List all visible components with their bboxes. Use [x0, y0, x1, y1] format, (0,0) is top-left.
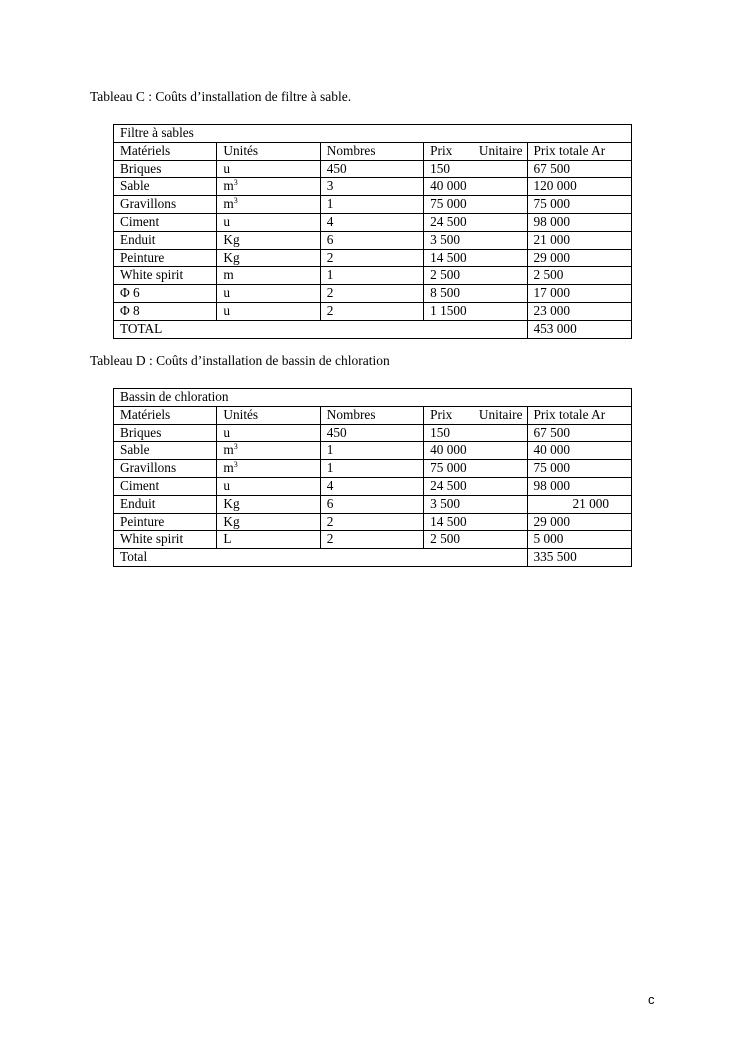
cell-unite	[217, 495, 320, 513]
cell-unite	[217, 531, 320, 549]
table-header-row	[114, 142, 632, 160]
table-total-row	[114, 320, 632, 338]
table-row	[114, 442, 632, 460]
cell-prix-unitaire: 2 500	[424, 267, 527, 285]
header-materiels: Matériels	[114, 142, 217, 160]
cell-prix-totale: 40 000	[527, 442, 632, 460]
cell-prix-totale: 23 000	[527, 302, 632, 320]
cell-prix-unitaire: 2 500	[424, 531, 527, 549]
cell-prix-totale: 17 000	[527, 285, 632, 303]
cell-prix-unitaire: 24 500	[424, 213, 527, 231]
cell-prix-totale: 29 000	[527, 249, 632, 267]
cell-nombre: 1	[320, 442, 423, 460]
tableau-d-caption: Tableau D : Coûts d’installation de bassin de chloration	[90, 353, 390, 368]
cell-unite	[217, 513, 320, 531]
header-materiels: Matériels	[114, 406, 217, 424]
table-header-row	[114, 406, 632, 424]
table-row	[114, 249, 632, 267]
cell-unite	[217, 302, 320, 320]
cell-materiel: Enduit	[114, 495, 217, 513]
cell-prix-unitaire: 40 000	[424, 178, 527, 196]
cell-nombre: 450	[320, 424, 423, 442]
unit-exponent: 3	[233, 178, 238, 188]
table-row	[114, 231, 632, 249]
cell-prix-unitaire: 150	[424, 160, 527, 178]
header-nombres: Nombres	[320, 142, 423, 160]
cell-materiel: Sable	[114, 178, 217, 196]
unit-text: m	[223, 442, 234, 458]
header-prix-unitaire	[424, 142, 527, 160]
cell-prix-unitaire: 24 500	[424, 477, 527, 495]
cell-nombre: 6	[320, 495, 423, 513]
cell-unite	[217, 231, 320, 249]
unit-text: u	[223, 213, 231, 229]
unit-text: u	[223, 285, 231, 301]
table-row	[114, 302, 632, 320]
unit-exponent: 3	[233, 196, 238, 206]
cell-nombre: 3	[320, 178, 423, 196]
cell-nombre: 2	[320, 302, 423, 320]
total-label: TOTAL	[114, 320, 528, 338]
cell-prix-unitaire: 3 500	[424, 231, 527, 249]
cell-nombre: 2	[320, 249, 423, 267]
unit-exponent: 3	[233, 442, 238, 452]
table-row	[114, 460, 632, 478]
table-title: Bassin de chloration	[114, 389, 632, 407]
cell-prix-unitaire: 75 000	[424, 196, 527, 214]
tableau-c-table	[113, 124, 632, 339]
table-row	[114, 160, 632, 178]
header-unitaire-word: Unitaire	[478, 142, 523, 158]
cell-nombre: 1	[320, 196, 423, 214]
unit-text: L	[223, 531, 232, 547]
unit-text: u	[223, 302, 231, 318]
cell-prix-totale: 120 000	[527, 178, 632, 196]
cell-prix-unitaire: 14 500	[424, 513, 527, 531]
table-title: Filtre à sables	[114, 125, 632, 143]
cell-prix-unitaire: 1 1500	[424, 302, 527, 320]
cell-prix-totale: 29 000	[527, 513, 632, 531]
cell-prix-unitaire: 8 500	[424, 285, 527, 303]
cell-unite	[217, 424, 320, 442]
cell-prix-totale: 67 500	[527, 160, 632, 178]
cell-materiel: Ciment	[114, 213, 217, 231]
cell-materiel: Briques	[114, 160, 217, 178]
cell-unite	[217, 267, 320, 285]
tableau-d-table	[113, 388, 632, 567]
unit-text: Kg	[223, 495, 240, 511]
cell-unite	[217, 285, 320, 303]
cell-materiel: Enduit	[114, 231, 217, 249]
unit-text: u	[223, 477, 231, 493]
table-row	[114, 267, 632, 285]
cell-unite	[217, 213, 320, 231]
cell-nombre: 4	[320, 213, 423, 231]
cell-unite	[217, 178, 320, 196]
cell-materiel: Φ 6	[114, 285, 217, 303]
cell-prix-totale: 75 000	[527, 196, 632, 214]
total-value: 335 500	[527, 549, 632, 567]
cell-materiel: Briques	[114, 424, 217, 442]
cell-prix-unitaire: 3 500	[424, 495, 527, 513]
cell-nombre: 2	[320, 285, 423, 303]
header-prix-unitaire	[424, 406, 527, 424]
page-number: c	[648, 992, 655, 1007]
table-row	[114, 495, 632, 513]
cell-unite	[217, 442, 320, 460]
cell-prix-totale: 2 500	[527, 267, 632, 285]
cell-materiel: Sable	[114, 442, 217, 460]
cell-nombre: 1	[320, 267, 423, 285]
cell-nombre: 6	[320, 231, 423, 249]
total-label: Total	[114, 549, 528, 567]
cell-nombre: 2	[320, 513, 423, 531]
cell-materiel: Φ 8	[114, 302, 217, 320]
header-prix-totale: Prix totale Ar	[527, 142, 632, 160]
unit-text: m	[223, 460, 234, 476]
unit-text: Kg	[223, 249, 240, 265]
total-value: 453 000	[527, 320, 632, 338]
table-row	[114, 477, 632, 495]
header-nombres: Nombres	[320, 406, 423, 424]
header-unitaire-word: Unitaire	[478, 406, 523, 422]
cell-materiel: White spirit	[114, 531, 217, 549]
cell-unite	[217, 160, 320, 178]
table-row	[114, 424, 632, 442]
cell-prix-totale: 98 000	[527, 213, 632, 231]
cell-prix-totale: 67 500	[527, 424, 632, 442]
header-unites: Unités	[217, 406, 320, 424]
tableau-c-caption: Tableau C : Coûts d’installation de filtre à sable.	[90, 89, 352, 104]
cell-nombre: 4	[320, 477, 423, 495]
unit-text: m	[223, 196, 234, 212]
unit-text: Kg	[223, 513, 240, 529]
table-row	[114, 285, 632, 303]
header-prix-word: Prix	[430, 142, 453, 158]
cell-materiel: Peinture	[114, 513, 217, 531]
cell-prix-totale: 21 000	[527, 495, 632, 513]
cell-unite	[217, 477, 320, 495]
unit-text: u	[223, 424, 231, 440]
unit-text: u	[223, 160, 231, 176]
table-row	[114, 531, 632, 549]
cell-materiel: Gravillons	[114, 196, 217, 214]
table-title-row	[114, 389, 632, 407]
table-row	[114, 213, 632, 231]
cell-prix-unitaire: 14 500	[424, 249, 527, 267]
table-row	[114, 178, 632, 196]
cell-materiel: Peinture	[114, 249, 217, 267]
cell-unite	[217, 460, 320, 478]
cell-prix-unitaire: 75 000	[424, 460, 527, 478]
cell-prix-unitaire: 40 000	[424, 442, 527, 460]
cell-nombre: 450	[320, 160, 423, 178]
table-title-row	[114, 125, 632, 143]
cell-nombre: 1	[320, 460, 423, 478]
cell-materiel: Ciment	[114, 477, 217, 495]
cell-materiel: Gravillons	[114, 460, 217, 478]
cell-prix-totale: 5 000	[527, 531, 632, 549]
header-prix-totale: Prix totale Ar	[527, 406, 632, 424]
header-prix-word: Prix	[430, 406, 453, 422]
cell-prix-unitaire: 150	[424, 424, 527, 442]
unit-text: m	[223, 178, 234, 194]
header-unites: Unités	[217, 142, 320, 160]
cell-prix-totale: 75 000	[527, 460, 632, 478]
unit-text: Kg	[223, 231, 240, 247]
table-row	[114, 196, 632, 214]
cell-prix-totale: 21 000	[527, 231, 632, 249]
unit-text: m	[223, 267, 234, 283]
cell-prix-totale: 98 000	[527, 477, 632, 495]
cell-materiel: White spirit	[114, 267, 217, 285]
cell-nombre: 2	[320, 531, 423, 549]
table-row	[114, 513, 632, 531]
table-total-row	[114, 549, 632, 567]
unit-exponent: 3	[233, 460, 238, 470]
cell-unite	[217, 249, 320, 267]
cell-unite	[217, 196, 320, 214]
